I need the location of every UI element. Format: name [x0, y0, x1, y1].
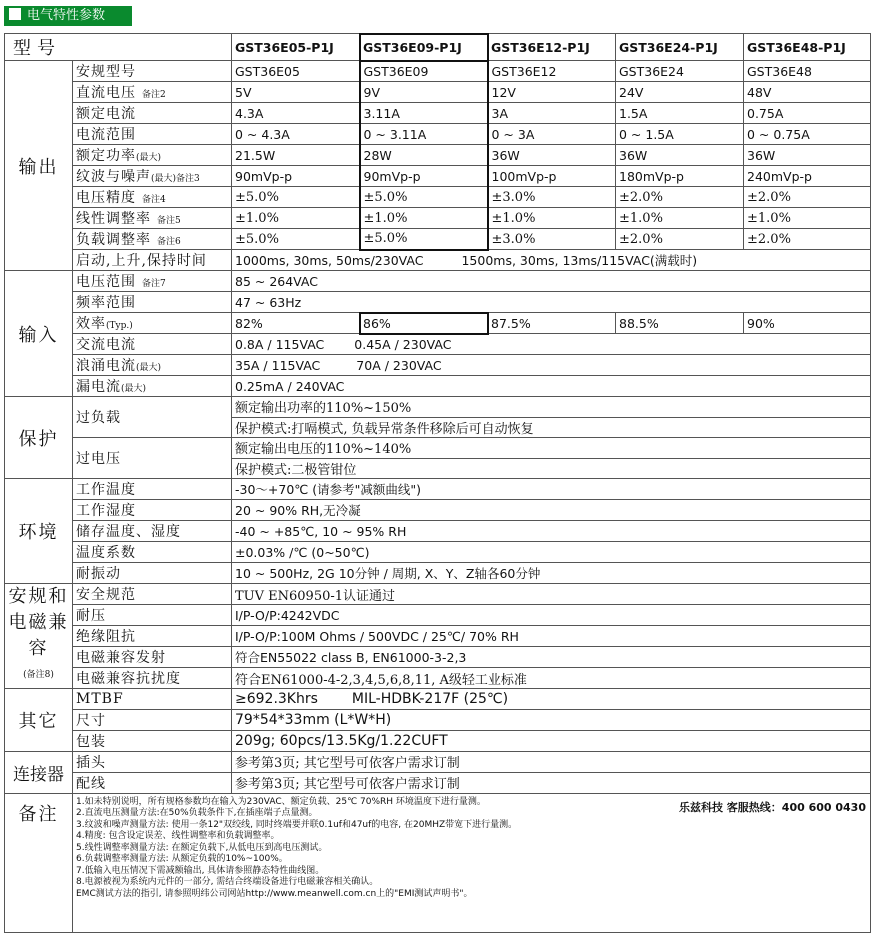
value-cell: 5V: [232, 82, 360, 103]
other-row: [5, 709, 871, 730]
row-label: [73, 166, 232, 187]
value-cell: ±5.0%: [360, 187, 488, 208]
note-line: 2.直流电压测量方法:在50%负载条件下,在插座端子点量测。: [76, 808, 318, 818]
output-row: [5, 82, 871, 103]
value-cell: 87.5%: [488, 313, 616, 334]
row-label: [73, 145, 232, 166]
output-row: [5, 229, 871, 250]
value-cell: GST36E05: [232, 61, 360, 82]
label-text: 线性调整率: [76, 211, 151, 227]
value-cell: ±2.0%: [616, 229, 744, 250]
ac-value-230: 0.45A / 230VAC: [354, 336, 452, 352]
value-cell: 180mVp-p: [616, 166, 744, 187]
safety-row: [5, 647, 871, 668]
safety-row: [5, 584, 871, 605]
inrush-value-115: 35A / 115VAC: [235, 357, 321, 373]
row-label: 过负载: [73, 397, 232, 438]
label-text: 纹波与噪声: [76, 169, 151, 185]
value-cell: 12V: [488, 82, 616, 103]
row-label: 频率范围: [73, 292, 232, 313]
row-label: 耐压: [73, 605, 232, 626]
category-connector: 连接器: [5, 751, 73, 793]
label-text: 电压精度: [76, 190, 136, 206]
value-cell: ±1.0%: [744, 208, 871, 229]
notes-row: [5, 793, 871, 932]
value-cell: ±2.0%: [744, 187, 871, 208]
label-note: (最大): [136, 153, 162, 163]
value-cell: 符合EN61000-4-2,3,4,5,6,8,11, A级轻工业标准: [232, 668, 871, 689]
row-label: [73, 124, 232, 145]
value-cell: [232, 355, 871, 376]
row-label: [73, 313, 232, 334]
row-label: 插头: [73, 751, 232, 772]
value-cell: 47 ~ 63Hz: [232, 292, 871, 313]
row-label: 过电压: [73, 438, 232, 479]
value-cell: ±3.0%: [488, 229, 616, 250]
row-label: 包装: [73, 730, 232, 751]
category-safety-text: 安规和电磁兼容: [8, 586, 69, 659]
environment-row: [5, 563, 871, 584]
category-output: 输出: [5, 61, 73, 271]
section-header: [4, 6, 132, 26]
value-cell: 符合EN55022 class B, EN61000-3-2,3: [232, 647, 871, 668]
environment-row: [5, 479, 871, 500]
value-cell: 0.25mA / 240VAC: [232, 376, 871, 397]
label-note: (Typ.): [106, 321, 133, 331]
category-safety-note: (备注8): [23, 670, 54, 680]
value-cell: GST36E12: [488, 61, 616, 82]
value-cell: 20 ~ 90% RH,无冷凝: [232, 500, 871, 521]
row-label: [73, 103, 232, 124]
row-label: MTBF: [73, 689, 232, 710]
inrush-value-230: 70A / 230VAC: [356, 357, 442, 373]
value-cell: -30〜+70℃ (请参考"减额曲线"): [232, 479, 871, 500]
row-label: 工作温度: [73, 479, 232, 500]
input-row: [5, 271, 871, 292]
label-text: 效率: [76, 316, 106, 332]
value-cell: 保护模式:二极管钳位: [232, 458, 871, 479]
value-cell: GST36E48: [744, 61, 871, 82]
label-note: (最大): [121, 384, 147, 394]
value-cell: 24V: [616, 82, 744, 103]
output-row: [5, 166, 871, 187]
label-note: 备注5: [157, 216, 181, 226]
value-cell: 90mVp-p: [360, 166, 488, 187]
note-line: 1.如未特别说明，所有规格参数均在输入为230VAC、额定负载、25℃ 70%RH 环境温度下进行量测。: [76, 796, 486, 807]
startup-value-230: 1000ms, 30ms, 50ms/230VAC: [235, 253, 424, 269]
note-line: 5.线性调整率测量方法: 在额定负载下,从低电压到高电压测试。: [76, 842, 328, 853]
input-row: [5, 313, 871, 334]
model-name: GST36E48-P1J: [744, 34, 871, 61]
value-cell: 0 ~ 4.3A: [232, 124, 360, 145]
model-label: 型号: [5, 34, 232, 61]
value-cell: ±3.0%: [488, 187, 616, 208]
row-label: 尺寸: [73, 709, 232, 730]
value-cell: -40 ~ +85℃, 10 ~ 95% RH: [232, 521, 871, 542]
model-row: [5, 34, 871, 61]
value-cell: 90%: [744, 313, 871, 334]
label-note: (最大)备注3: [151, 174, 200, 184]
row-label: 温度系数: [73, 542, 232, 563]
value-cell: 1.5A: [616, 103, 744, 124]
value-cell: [232, 250, 871, 271]
row-label: 配线: [73, 772, 232, 793]
value-cell: 4.3A: [232, 103, 360, 124]
category-other: 其它: [5, 689, 73, 752]
protection-row: [5, 397, 871, 418]
label-note: 备注7: [142, 279, 166, 289]
safety-row: [5, 626, 871, 647]
value-cell: ±1.0%: [488, 208, 616, 229]
value-cell: ±1.0%: [616, 208, 744, 229]
value-cell: 0 ~ 1.5A: [616, 124, 744, 145]
value-cell: ±1.0%: [232, 208, 360, 229]
value-cell: GST36E09: [360, 61, 488, 82]
row-label: [73, 187, 232, 208]
row-label: 储存温度、湿度: [73, 521, 232, 542]
row-label: [73, 61, 232, 82]
label-note: 备注4: [142, 195, 166, 205]
note-line: 8.电源被视为系统内元件的一部分, 需结合终端设备进行电磁兼容相关确认。: [76, 877, 379, 887]
value-cell: 240mVp-p: [744, 166, 871, 187]
section-title: 电气特性参数: [27, 8, 106, 23]
model-name: GST36E09-P1J: [360, 34, 488, 61]
value-cell: 额定输出电压的110%~140%: [232, 438, 871, 459]
row-label: [73, 229, 232, 250]
label-text: 电流范围: [76, 127, 136, 143]
note-line: 7.低输入电压情况下需减额输出, 具体请参照静态特性曲线图。: [76, 865, 325, 876]
label-text: 浪涌电流: [76, 358, 136, 374]
mtbf-standard: MIL-HDBK-217F (25℃): [351, 690, 509, 707]
category-environment: 环境: [5, 479, 73, 584]
value-cell: ±1.0%: [360, 208, 488, 229]
value-cell: I/P-O/P:100M Ohms / 500VDC / 25℃/ 70% RH: [232, 626, 871, 647]
note-line: 3.纹波和噪声测量方法: 使用一条12"双绞线, 同时终端要并联0.1uf和47uf的电容, 在20MHZ带宽下进行量测。: [76, 819, 518, 830]
value-cell: TUV EN60950-1认证通过: [232, 584, 871, 605]
value-cell: 0.75A: [744, 103, 871, 124]
label-text: 漏电流: [76, 379, 121, 395]
label-text: 直流电压: [76, 85, 136, 101]
category-protection: 保护: [5, 397, 73, 479]
input-row: [5, 355, 871, 376]
value-cell: [232, 334, 871, 355]
value-cell: 保护模式:打嗝模式, 负载异常条件移除后可自动恢复: [232, 417, 871, 438]
value-cell: 28W: [360, 145, 488, 166]
value-cell: 21.5W: [232, 145, 360, 166]
row-label: [73, 271, 232, 292]
row-label: 电磁兼容发射: [73, 647, 232, 668]
value-cell: I/P-O/P:4242VDC: [232, 605, 871, 626]
value-cell: ±2.0%: [616, 187, 744, 208]
connector-row: [5, 772, 871, 793]
model-name: GST36E05-P1J: [232, 34, 360, 61]
protection-row: [5, 438, 871, 459]
output-row: [5, 208, 871, 229]
value-cell: 10 ~ 500Hz, 2G 10分钟 / 周期, X、Y、Z轴各60分钟: [232, 563, 871, 584]
value-cell: 86%: [360, 313, 488, 334]
row-label: 工作湿度: [73, 500, 232, 521]
label-text: 额定电流: [76, 106, 136, 122]
other-row: [5, 689, 871, 710]
label-note: 备注6: [157, 237, 181, 247]
row-label: 安全规范: [73, 584, 232, 605]
value-cell: ±0.03% /℃ (0~50℃): [232, 542, 871, 563]
output-row: [5, 124, 871, 145]
label-text: 额定功率: [76, 148, 136, 164]
note-line: 6.负载调整率测量方法: 从额定负载的10%~100%。: [76, 854, 288, 864]
value-cell: [232, 689, 871, 710]
value-cell: 9V: [360, 82, 488, 103]
value-cell: 0 ~ 3.11A: [360, 124, 488, 145]
value-cell: GST36E24: [616, 61, 744, 82]
row-label: [73, 208, 232, 229]
note-line: 4.精度: 包含设定误差、线性调整率和负载调整率。: [76, 831, 280, 841]
other-row: [5, 730, 871, 751]
value-cell: ±5.0%: [232, 229, 360, 250]
ac-value-115: 0.8A / 115VAC: [235, 336, 325, 352]
safety-row: [5, 668, 871, 689]
row-label: [73, 82, 232, 103]
model-name: GST36E12-P1J: [488, 34, 616, 61]
output-row: [5, 250, 871, 271]
output-row: [5, 145, 871, 166]
row-label: 启动,上升,保持时间: [73, 250, 232, 271]
mtbf-value: ≥692.3Khrs: [235, 690, 318, 707]
value-cell: 100mVp-p: [488, 166, 616, 187]
square-icon: [9, 8, 21, 20]
label-note: (最大): [136, 363, 162, 373]
value-cell: ±5.0%: [360, 229, 488, 250]
label-note: 备注2: [142, 90, 166, 100]
input-row: [5, 334, 871, 355]
startup-value-115: 1500ms, 30ms, 13ms/115VAC(满载时): [461, 253, 698, 269]
output-row: [5, 103, 871, 124]
value-cell: 85 ~ 264VAC: [232, 271, 871, 292]
row-label: [73, 355, 232, 376]
value-cell: 参考第3页; 其它型号可依客户需求订制: [232, 772, 871, 793]
input-row: [5, 376, 871, 397]
value-cell: 79*54*33mm (L*W*H): [232, 709, 871, 730]
environment-row: [5, 500, 871, 521]
value-cell: 82%: [232, 313, 360, 334]
value-cell: 48V: [744, 82, 871, 103]
notes-cell: [73, 793, 871, 932]
value-cell: ±2.0%: [744, 229, 871, 250]
value-cell: 参考第3页; 其它型号可依客户需求订制: [232, 751, 871, 772]
category-input: 输入: [5, 271, 73, 397]
output-row: [5, 61, 871, 82]
row-label: [73, 376, 232, 397]
row-label: 绝缘阻抗: [73, 626, 232, 647]
value-cell: 90mVp-p: [232, 166, 360, 187]
safety-row: [5, 605, 871, 626]
value-cell: 0 ~ 0.75A: [744, 124, 871, 145]
note-line: EMC测试方法的指引, 请参照明纬公司网站http://www.meanwell.com.cn上的"EMI测试声明书"。: [76, 888, 473, 899]
value-cell: 额定输出功率的110%~150%: [232, 397, 871, 418]
hotline: 乐兹科技 客服热线：400 600 0430: [678, 800, 866, 814]
spec-table: [4, 33, 871, 933]
label-text: 电压范围: [76, 274, 136, 290]
value-cell: 209g; 60pcs/13.5Kg/1.22CUFT: [232, 730, 871, 751]
row-label: 耐振动: [73, 563, 232, 584]
value-cell: ±5.0%: [232, 187, 360, 208]
category-safety: [5, 584, 73, 689]
row-label: 交流电流: [73, 334, 232, 355]
label-text: 负载调整率: [76, 232, 151, 248]
value-cell: 0 ~ 3A: [488, 124, 616, 145]
value-cell: 3A: [488, 103, 616, 124]
value-cell: 36W: [744, 145, 871, 166]
connector-row: [5, 751, 871, 772]
value-cell: 36W: [616, 145, 744, 166]
environment-row: [5, 521, 871, 542]
environment-row: [5, 542, 871, 563]
input-row: [5, 292, 871, 313]
value-cell: 88.5%: [616, 313, 744, 334]
value-cell: 3.11A: [360, 103, 488, 124]
category-notes: 备注: [5, 793, 73, 932]
model-name: GST36E24-P1J: [616, 34, 744, 61]
label-text: 安规型号: [76, 64, 136, 80]
output-row: [5, 187, 871, 208]
row-label: 电磁兼容抗扰度: [73, 668, 232, 689]
value-cell: 36W: [488, 145, 616, 166]
